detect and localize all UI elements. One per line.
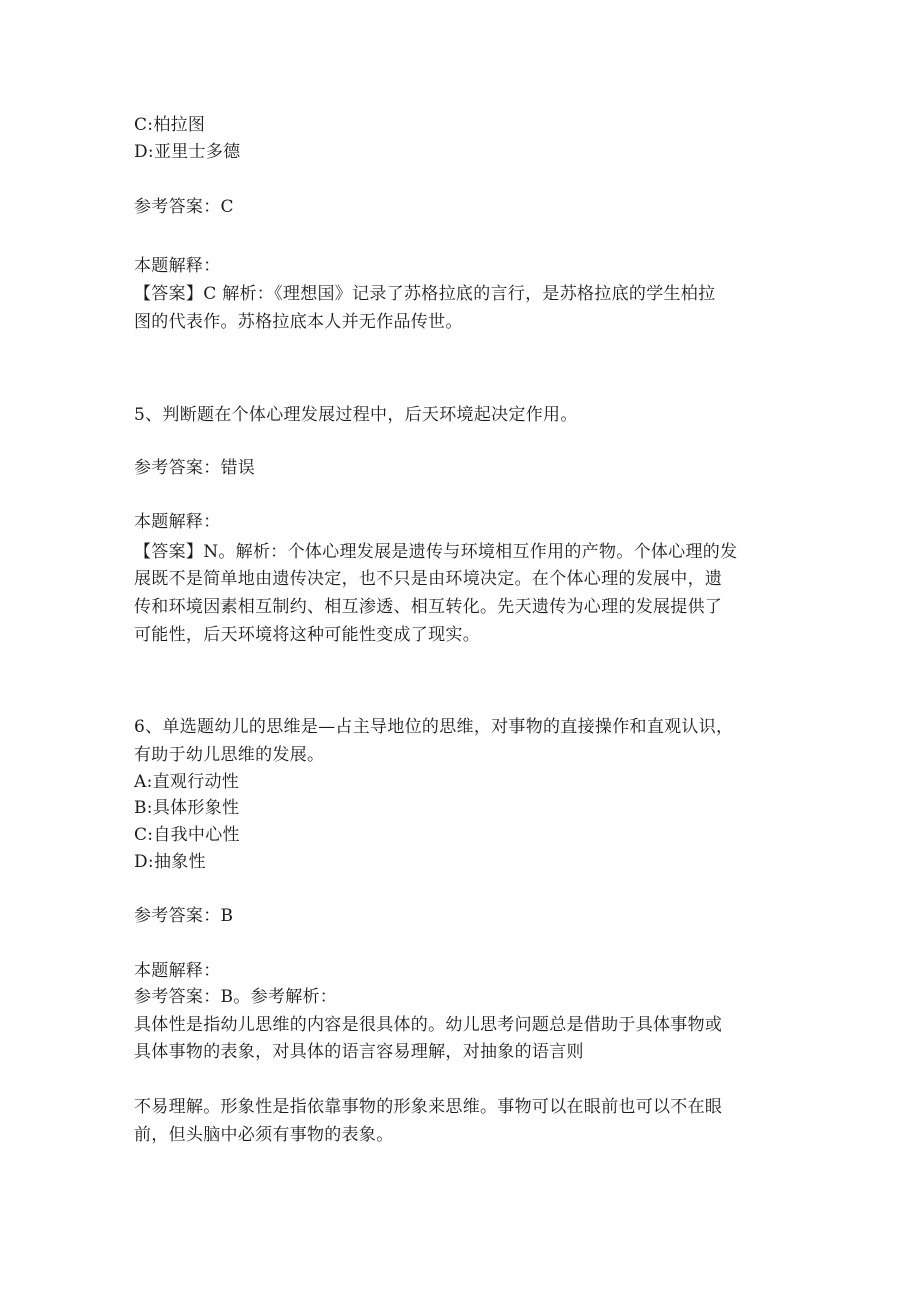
- option-a-line: A:直观行动性: [134, 772, 240, 792]
- explanation-line: 具体事物的表象，对具体的语言容易理解，对抽象的语言则: [134, 1042, 584, 1062]
- option-c-line: C:柏拉图: [134, 115, 206, 135]
- question-5-line: 5、判断题在个体心理发展过程中，后天环境起决定作用。: [134, 405, 578, 425]
- explanation-line: 图的代表作。苏格拉底本人并无作品传世。: [134, 312, 463, 332]
- explanation-line: 参考答案：B。参考解析：: [134, 987, 338, 1007]
- explanation-line: 传和环境因素相互制约、相互渗透、相互转化。先天遗传为心理的发展提供了: [134, 597, 723, 617]
- explanation-heading: 本题解释：: [134, 512, 221, 532]
- answer-line: 参考答案：B: [134, 906, 234, 926]
- option-c-line: C:自我中心性: [134, 825, 240, 845]
- option-d-line: D:亚里士多德: [134, 142, 241, 162]
- answer-line: 参考答案：错误: [134, 458, 256, 478]
- explanation-line: 【答案】C 解析：《理想国》记录了苏格拉底的言行，是苏格拉底的学生柏拉: [134, 284, 716, 304]
- explanation-line: 可能性，后天环境将这种可能性变成了现实。: [134, 625, 480, 645]
- explanation-line: 前，但头脑中必须有事物的表象。: [134, 1125, 394, 1145]
- question-6-line: 6、单选题幼儿的思维是—占主导地位的思维，对事物的直接操作和直观认识，: [134, 717, 734, 737]
- explanation-line: 不易理解。形象性是指依靠事物的形象来思维。事物可以在眼前也可以不在眼: [134, 1097, 723, 1117]
- explanation-line: 【答案】N。解析：个体心理发展是遗传与环境相互作用的产物。个体心理的发: [134, 542, 738, 562]
- option-b-line: B:具体形象性: [134, 798, 240, 818]
- explanation-line: 展既不是简单地由遗传决定，也不只是由环境决定。在个体心理的发展中，遗: [134, 569, 723, 589]
- option-d-line: D:抽象性: [134, 852, 206, 872]
- explanation-line: 具体性是指幼儿思维的内容是很具体的。幼儿思考问题总是借助于具体事物或: [134, 1015, 723, 1035]
- explanation-heading: 本题解释：: [134, 961, 221, 981]
- question-6-line: 有助于幼儿思维的发展。: [134, 745, 325, 765]
- answer-line: 参考答案：C: [134, 197, 234, 217]
- explanation-heading: 本题解释：: [134, 256, 221, 276]
